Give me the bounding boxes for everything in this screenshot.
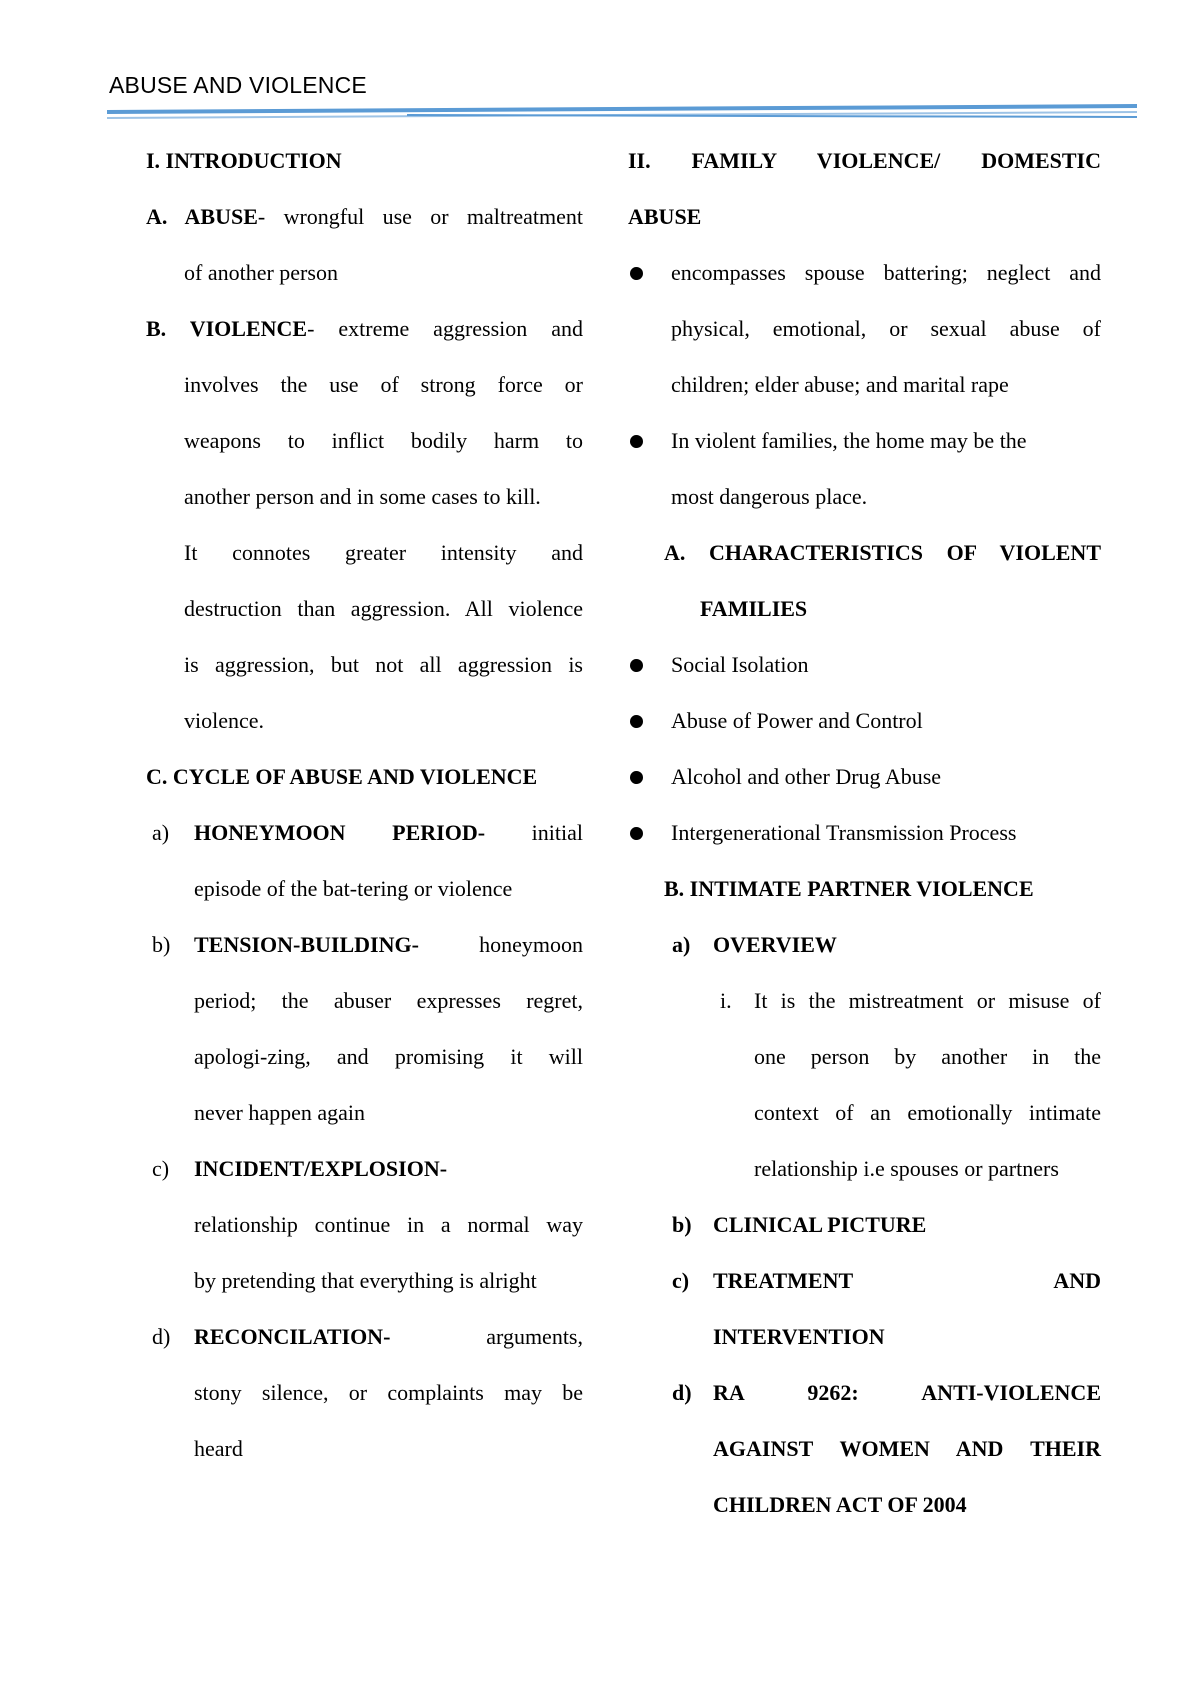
ipv-clinical-picture: b) CLINICAL PICTURE [672, 1212, 927, 1237]
ipv-treatment: c) TREATMENT AND [672, 1268, 1101, 1293]
cycle-item-tension: b) TENSION-BUILDING- honeymoon [152, 932, 583, 957]
header-rule [107, 100, 1137, 130]
heading-intimate-partner-violence: B. INTIMATE PARTNER VIOLENCE [664, 876, 1034, 901]
overview-item-cont: one person by another in the [754, 1044, 1101, 1069]
right-column [628, 137, 1101, 1537]
heading-characteristics-cont: FAMILIES [700, 596, 808, 621]
left-column [146, 137, 583, 1481]
abuse-definition: A. ABUSE- wrongful use or maltreatment [146, 204, 583, 229]
cycle-item-line: relationship continue in a normal way [194, 1212, 583, 1237]
cycle-item-line: by pretending that everything is alright [194, 1268, 537, 1293]
violence-line: weapons to inflict bodily harm to [184, 428, 583, 453]
bullet-item: encompasses spouse battering; neglect and [628, 249, 1101, 305]
ipv-ra-9262-cont: AGAINST WOMEN AND THEIR [713, 1436, 1101, 1461]
violence-term: B. VIOLENCE [146, 316, 308, 341]
cycle-item-line: episode of the bat-tering or violence [194, 876, 513, 901]
section-heading-family-violence-cont: ABUSE [628, 204, 702, 229]
violence-line: another person and in some cases to kill. [184, 484, 541, 509]
bullet-icon [630, 267, 643, 280]
cycle-item-line: never happen again [194, 1100, 366, 1125]
cycle-item-line: apologi-zing, and promising it will [194, 1044, 583, 1069]
bullet-icon [630, 827, 643, 840]
section-heading-cycle: C. CYCLE OF ABUSE AND VIOLENCE [146, 764, 538, 789]
characteristic-item: Alcohol and other Drug Abuse [628, 753, 1101, 809]
ipv-treatment-cont: INTERVENTION [713, 1324, 885, 1349]
bullet-item-cont: children; elder abuse; and marital rape [671, 372, 1009, 397]
characteristic-item: Social Isolation [628, 641, 1101, 697]
heading-characteristics: A. CHARACTERISTICS OF VIOLENT [664, 540, 1101, 565]
bullet-item: In violent families, the home may be the [628, 417, 1101, 473]
abuse-term: A. ABUSE [146, 204, 258, 229]
section-heading-introduction: I. INTRODUCTION [146, 148, 342, 173]
overview-item-cont: context of an emotionally intimate [754, 1100, 1101, 1125]
bullet-icon [630, 715, 643, 728]
ipv-ra-9262: d) RA 9262: ANTI-VIOLENCE [672, 1380, 1101, 1405]
characteristic-item: Intergenerational Transmission Process [628, 809, 1101, 865]
bullet-icon [630, 435, 643, 448]
abuse-definition-cont: of another person [184, 260, 338, 285]
ipv-overview: a) OVERVIEW [672, 932, 837, 957]
violence-line: involves the use of strong force or [184, 372, 583, 397]
violence-definition: B. VIOLENCE- extreme aggression and [146, 316, 583, 341]
cycle-item-line: heard [194, 1436, 243, 1461]
violence-line: violence. [184, 708, 265, 733]
bullet-item-cont: physical, emotional, or sexual abuse of [671, 316, 1101, 341]
cycle-item-reconciliation: d) RECONCILATION- arguments, [152, 1324, 583, 1349]
page-header-title: ABUSE AND VIOLENCE [109, 72, 367, 98]
bullet-item-cont: most dangerous place. [671, 484, 868, 509]
overview-item: i. It is the mistreatment or misuse of [720, 988, 1101, 1013]
section-heading-family-violence: II. FAMILY VIOLENCE/ DOMESTIC [628, 148, 1101, 173]
cycle-item-line: period; the abuser expresses regret, [194, 988, 583, 1013]
bullet-icon [630, 771, 643, 784]
bullet-icon [630, 659, 643, 672]
violence-line: It connotes greater intensity and [184, 540, 583, 565]
ipv-ra-9262-cont: CHILDREN ACT OF 2004 [713, 1492, 967, 1517]
cycle-item-line: stony silence, or complaints may be [194, 1380, 583, 1405]
overview-item-cont: relationship i.e spouses or partners [754, 1156, 1059, 1181]
characteristic-item: Abuse of Power and Control [628, 697, 1101, 753]
cycle-item-honeymoon: a) HONEYMOON PERIOD- initial [152, 820, 583, 845]
cycle-item-incident: c) INCIDENT/EXPLOSION- [152, 1156, 448, 1181]
violence-line: destruction than aggression. All violence [184, 596, 583, 621]
violence-line: is aggression, but not all aggression is [184, 652, 583, 677]
